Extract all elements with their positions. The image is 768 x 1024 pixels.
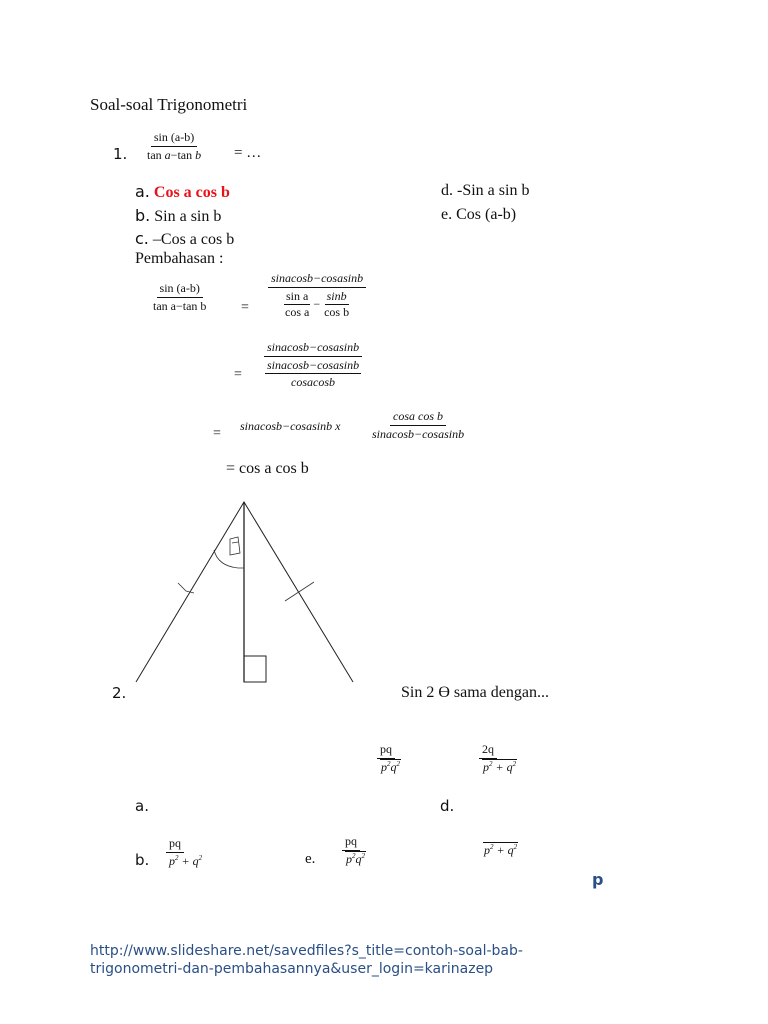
q1-correct-answer: Cos a cos b bbox=[153, 184, 230, 201]
q2-sqrt-expression: $p^2 + q^2$ bbox=[484, 843, 518, 857]
q1-option-a: a. Cos a cos b bbox=[135, 182, 230, 201]
step1-lhs-fraction: $\frac{\sin (a-b)}{\text{tan a−tan b}}$ bbox=[153, 281, 207, 313]
q1-frac-denominator: tan a−tan b bbox=[147, 148, 202, 162]
q1-option-b: b. Sin a sin b bbox=[135, 206, 222, 225]
step1-rhs-fraction: sinacosb−cosasinb sin a cos a − $\frac{\sin b}{\text{cos b}}$ bbox=[268, 271, 366, 320]
q2-option-b-letter: b. bbox=[135, 851, 150, 869]
q1-equals: = … bbox=[234, 145, 262, 161]
q2-option-a-fraction: $\frac{pq}{p^2q^2}$ bbox=[377, 742, 404, 775]
q2-option-b-fraction: $\frac{pq}{p^2 + q^2}$ bbox=[166, 836, 205, 869]
question-1-number: 1. bbox=[113, 145, 128, 163]
q2-option-a-letter: a. bbox=[135, 797, 149, 815]
step3-equals: = bbox=[213, 426, 221, 441]
question-2-text: Sin 2 ϴ sama dengan... bbox=[401, 684, 549, 701]
step1-equals: = bbox=[241, 300, 249, 315]
q1-frac-numerator: sin (a-b) bbox=[151, 130, 197, 147]
pembahasan-label: Pembahasan : bbox=[135, 250, 224, 267]
q1-option-c: c. –Cos a cos b bbox=[135, 229, 235, 248]
step3-lhs: sinacosb−cosasinb x bbox=[240, 419, 341, 433]
q2-option-e-letter: e. bbox=[305, 851, 316, 867]
q2-option-e-fraction: $\frac{pq}{p^2q^2}$ bbox=[342, 834, 369, 867]
page-title: Soal-soal Trigonometri bbox=[90, 95, 248, 114]
source-link-line-2[interactable]: trigonometri-dan-pembahasannya&user_login=karinazep bbox=[90, 961, 494, 977]
step3-fraction: $\frac{\text{cosa cos b}}{\text{sinacosb−cosasinb}}$ bbox=[372, 409, 465, 441]
triangle-figure bbox=[128, 495, 363, 690]
source-link-line-1[interactable]: http://www.slideshare.net/savedfiles?s_title=contoh-soal-bab- bbox=[90, 943, 523, 959]
q1-result: = cos a cos b bbox=[226, 460, 309, 477]
q2-option-d-letter: d. bbox=[440, 797, 455, 815]
step2-equals: = bbox=[234, 367, 242, 382]
q2-p-label: p bbox=[592, 870, 604, 889]
source-link[interactable] bbox=[90, 942, 523, 978]
step2-fraction: sinacosb−cosasinb sinacosb−cosasinb cosacosb bbox=[262, 340, 364, 390]
question-2-number: 2. bbox=[112, 684, 127, 702]
q1-option-d: d. -Sin a sin b bbox=[441, 182, 530, 199]
q1-option-e: e. Cos (a-b) bbox=[441, 206, 517, 223]
question-1-fraction bbox=[144, 130, 204, 163]
q2-option-d-fraction: $\frac{2q}{p^2 + q^2}$ bbox=[479, 742, 520, 775]
